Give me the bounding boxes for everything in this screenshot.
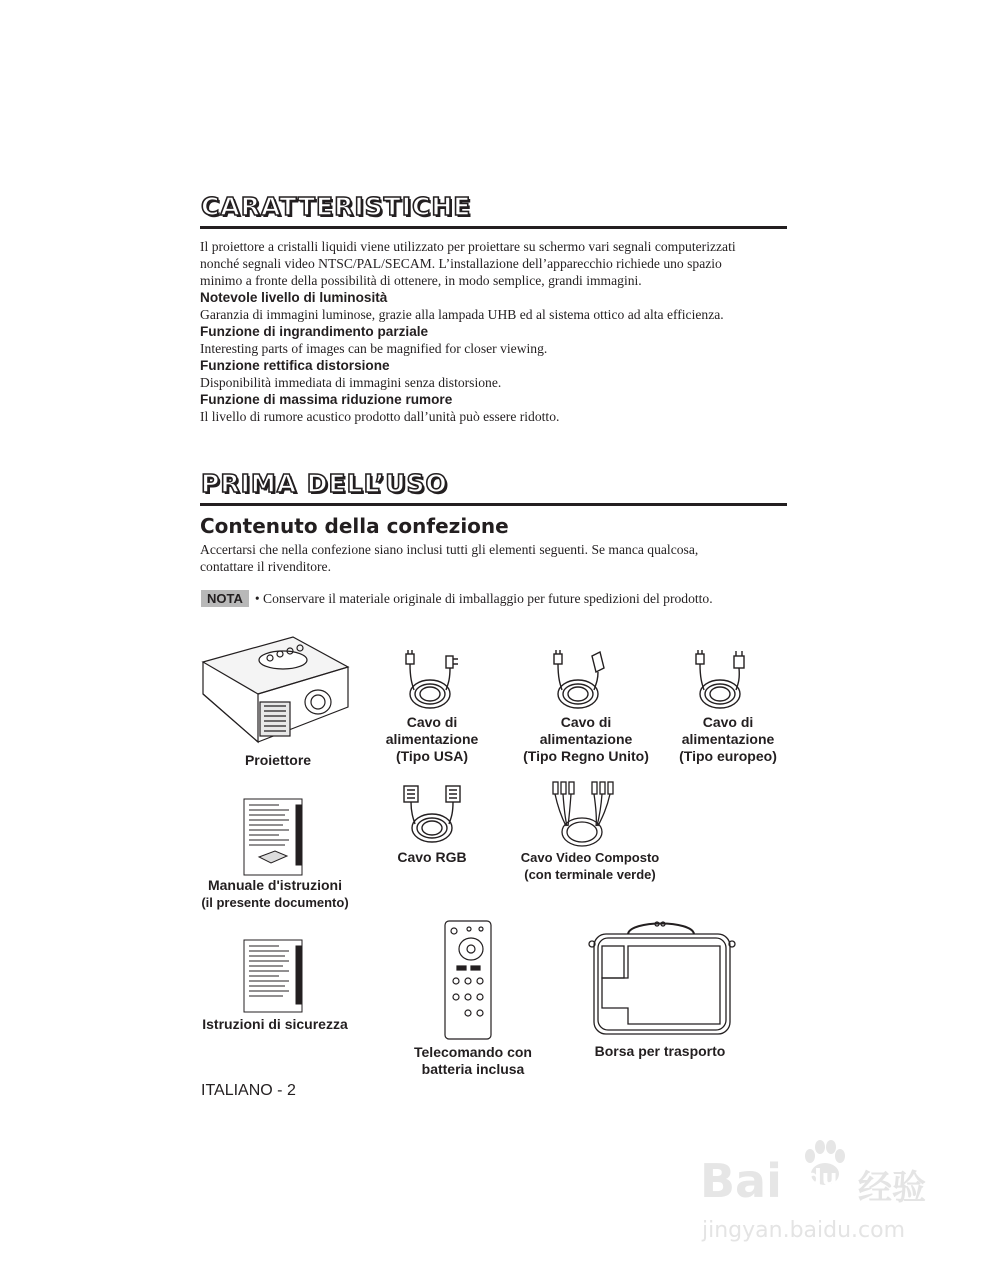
composite-video-cable-icon — [550, 780, 616, 852]
note-text: • Conservare il materiale originale di imballaggio per future spedizioni del prodotto. — [254, 591, 713, 606]
caption-line: (Tipo europeo) — [679, 748, 777, 764]
features-intro-line: minimo a fronte della possibilità di ottenere, in modo semplice, grandi immagini. — [200, 273, 642, 288]
composite-video-cable-caption — [505, 849, 675, 883]
package-intro-line: contattare il rivenditore. — [200, 559, 331, 574]
caption-line: Cavo di — [406, 714, 458, 730]
caption-line: Cavo Video Composto — [520, 850, 660, 865]
caption-line: (il presente documento) — [201, 895, 349, 910]
feature-heading: Funzione di massima riduzione rumore — [200, 392, 453, 407]
page-number: ITALIANO - 2 — [201, 1082, 296, 1099]
caption-line: (con terminale verde) — [524, 867, 656, 882]
manual-caption — [190, 877, 360, 911]
power-cable-uk-icon — [548, 650, 610, 712]
remote-control-caption — [398, 1044, 548, 1078]
caption-line: Manuale d'istruzioni — [207, 877, 342, 893]
feature-text: Disponibilità immediata di immagini senza distorsione. — [200, 375, 502, 390]
caption-line: (Tipo USA) — [395, 748, 469, 764]
features-intro — [200, 238, 800, 425]
remote-control-icon — [443, 919, 493, 1041]
caption-line: Cavo di — [560, 714, 612, 730]
caption-line: Borsa per trasporto — [594, 1043, 726, 1059]
caption-line: alimentazione — [539, 731, 633, 747]
rgb-cable-icon — [400, 784, 464, 846]
caption-line: Proiettore — [244, 752, 312, 768]
before-use-rule — [200, 503, 787, 506]
note-badge: NOTA — [201, 590, 249, 607]
watermark-brand-bai: Bai — [700, 1154, 782, 1208]
projector-caption — [198, 752, 358, 769]
projector-icon — [198, 632, 358, 750]
safety-instructions-caption — [190, 1016, 360, 1033]
power-cable-uk-caption — [511, 714, 661, 765]
power-cable-usa-caption — [372, 714, 492, 765]
features-intro-line: Il proiettore a cristalli liquidi viene utilizzato per proiettare su schermo vari segnali computerizzati — [200, 239, 736, 254]
caption-line: Cavo di — [702, 714, 754, 730]
feature-heading: Funzione di ingrandimento parziale — [200, 324, 429, 339]
manual-icon — [241, 797, 305, 877]
features-title: CARATTERISTICHE — [201, 192, 472, 221]
caption-line: alimentazione — [385, 731, 479, 747]
caption-line: alimentazione — [681, 731, 775, 747]
safety-instructions-icon — [241, 938, 305, 1014]
rgb-cable-caption — [372, 849, 492, 866]
feature-text: Interesting parts of images can be magnified for closer viewing. — [200, 341, 548, 356]
watermark — [700, 1140, 980, 1250]
watermark-brand-du: du — [806, 1166, 838, 1191]
carrying-bag-icon — [588, 916, 736, 1038]
features-intro-line: nonché segnali video NTSC/PAL/SECAM. L’installazione dell’apparecchio richiede uno spazio — [200, 256, 722, 271]
feature-heading: Funzione rettifica distorsione — [200, 358, 390, 373]
features-rule — [200, 226, 787, 229]
power-cable-eu-icon — [690, 650, 752, 712]
feature-text: Garanzia di immagini luminose, grazie alla lampada UHB ed al sistema ottico ad alta efficienza. — [200, 307, 724, 322]
note-row — [201, 590, 713, 607]
watermark-brand-cn: 经验 — [858, 1168, 926, 1208]
before-use-title: PRIMA DELL’USO — [201, 469, 448, 498]
caption-line: (Tipo Regno Unito) — [523, 748, 649, 764]
package-intro-line: Accertarsi che nella confezione siano inclusi tutti gli elementi seguenti. Se manca qualcosa, — [200, 542, 699, 557]
feature-heading: Notevole livello di luminosità — [200, 290, 388, 305]
power-cable-usa-icon — [400, 650, 462, 712]
package-intro — [200, 541, 800, 575]
feature-text: Il livello di rumore acustico prodotto dall’unità può essere ridotto. — [200, 409, 560, 424]
caption-line: Telecomando con — [414, 1044, 532, 1060]
caption-line: Istruzioni di sicurezza — [202, 1016, 348, 1032]
watermark-url: jingyan.baidu.com — [702, 1218, 906, 1243]
power-cable-eu-caption — [668, 714, 788, 765]
caption-line: batteria inclusa — [421, 1061, 525, 1077]
package-contents-subtitle: Contenuto della confezione — [200, 514, 509, 538]
carrying-bag-caption — [580, 1043, 740, 1060]
caption-line: Cavo RGB — [397, 849, 467, 865]
